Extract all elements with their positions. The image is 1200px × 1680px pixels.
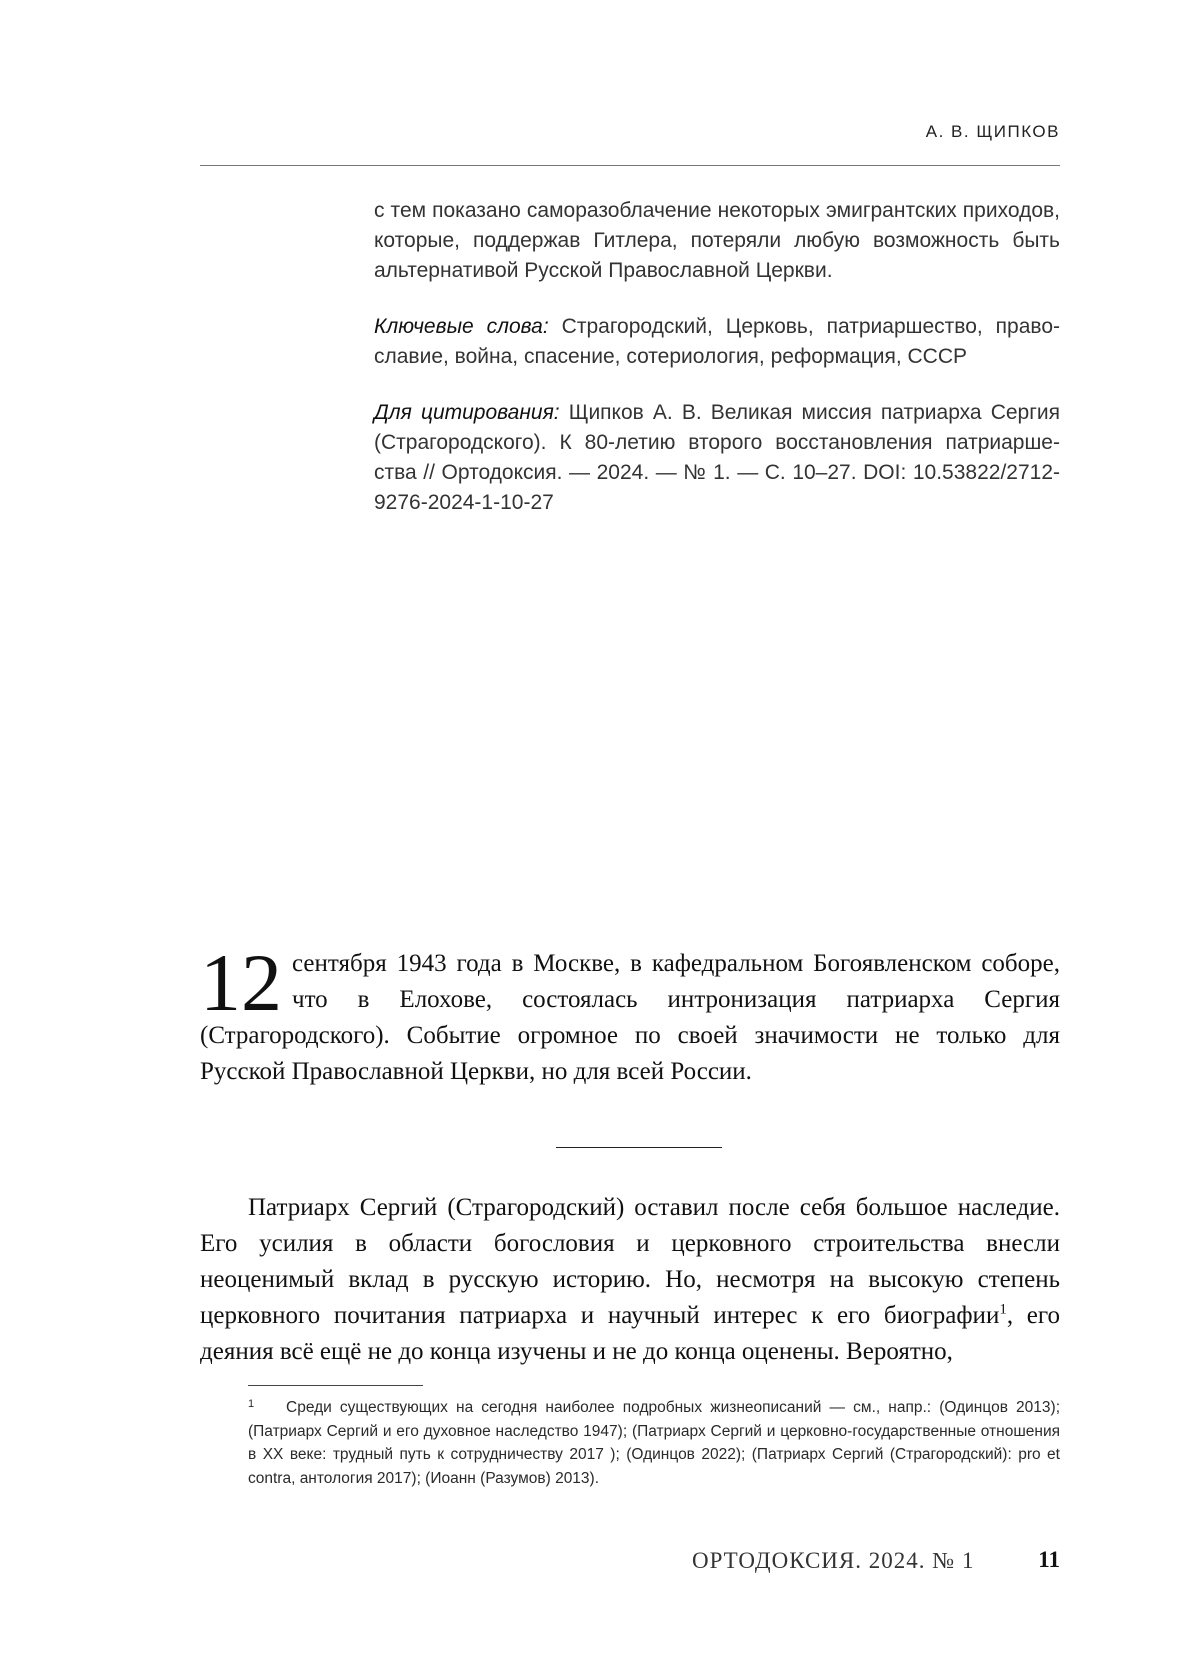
body-text-after-ref: , его деяния всё ещё не до конца изучены и не до конца оценены. Вероятно, xyxy=(200,1302,1060,1365)
header-rule xyxy=(200,165,1060,166)
keywords xyxy=(374,312,1060,372)
drop-cap: 12 xyxy=(200,937,282,1028)
lede-paragraph xyxy=(200,937,1060,1090)
running-head-author: А. В. ЩИПКОВ xyxy=(925,122,1060,141)
page-number: 11 xyxy=(1038,1547,1060,1572)
footnote-rule xyxy=(248,1385,423,1386)
footnote xyxy=(248,1396,1060,1490)
body-paragraph xyxy=(200,1190,1060,1370)
journal-footer: ОРТОДОКСИЯ. 2024. № 1 xyxy=(692,1548,975,1573)
keywords-label: Ключевые слова: xyxy=(374,315,549,338)
citation xyxy=(374,398,1060,518)
keywords-text: Страгородский, Церковь, патриаршество, православие, война, спасение, сотериология, реформация, СССР xyxy=(374,315,1060,368)
body-text-before-ref: Патриарх Сергий (Страгородский) оставил после себя большое наследие. Его усилия в области богословия и церковного строительства внесли неоценимый вклад в русскую историю. Но, несмотря на высокую степень церковного почитания патриарха и научный интерес к его биографии xyxy=(200,1194,1060,1329)
abstract-block xyxy=(374,196,1060,544)
footnote-mark: 1 xyxy=(248,1398,255,1410)
footnote-text: Среди существующих на сегодня наиболее подробных жизнеописаний — см., напр.: (Одинцов 2013); (Патриарх Сергий и его духовное наследство 1947); (Патриарх Сергий и церковно-государственные отношения в XX веке: трудный путь к сотрудничеству 2017 ); (Одинцов 2022); (Патриарх Сергий (Страгородский): pro et contra, антология 2017); (Иоанн (Разумов) 2013). xyxy=(248,1399,1060,1487)
lede-text: сентября 1943 года в Москве, в кафедральном Богоявленском соборе, что в Елохове, состоялась интронизация патриарха Сергия (Страгородского). Событие огромное по своей значимости не только для Русской Православной Церкви, но для всей России. xyxy=(200,950,1060,1085)
section-separator xyxy=(556,1147,722,1148)
citation-label: Для цитирования: xyxy=(374,401,560,424)
footnote-reference[interactable]: 1 xyxy=(999,1301,1007,1318)
abstract-tail: с тем показано саморазоблачение некоторых эмигрантских приходов, которые, поддержав Гитлера, потеряли любую возможность быть альтернативой Русской Православной Церкви. xyxy=(374,199,1060,282)
citation-text: Щипков А. В. Великая миссия патриарха Сергия (Страгородского). К 80-летию второго восстановления патриаршества // Ортодоксия. — 2024. — № 1. — С. 10–27. DOI: 10.53822/2712-9276-2024-1-10-27 xyxy=(374,401,1060,514)
